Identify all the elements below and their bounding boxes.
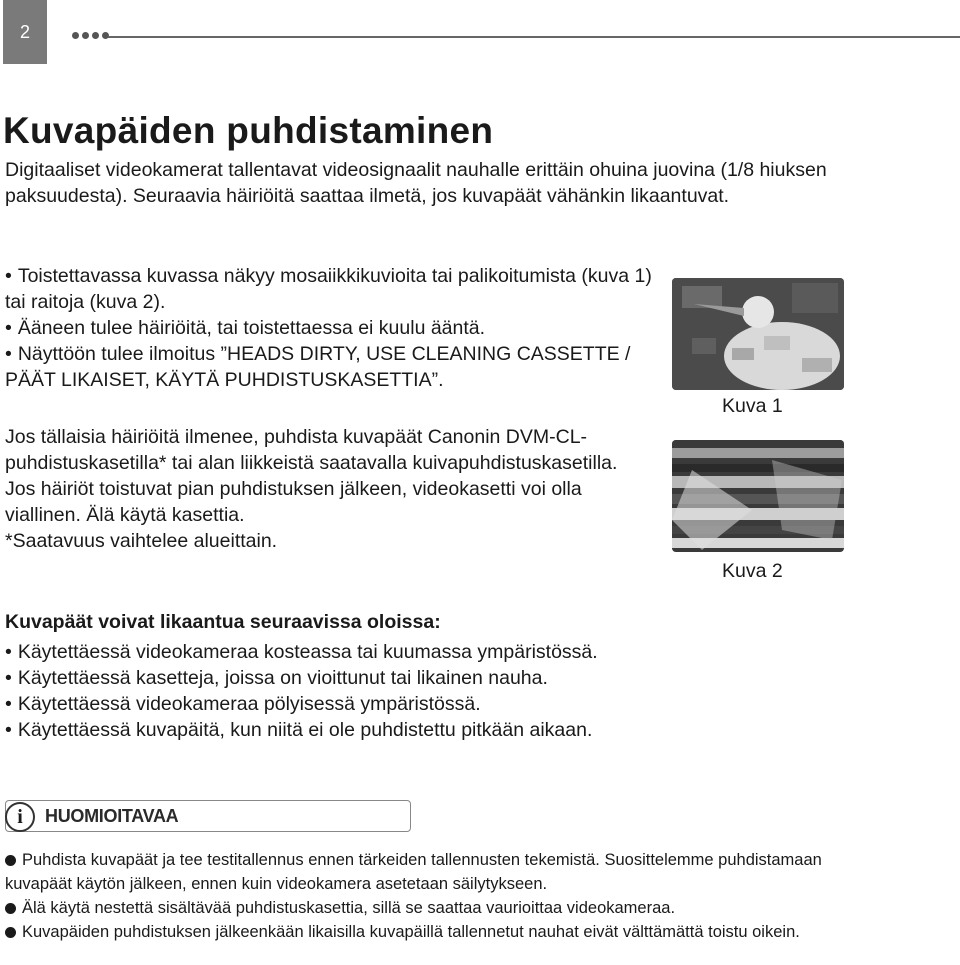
- list-item: • Ääneen tulee häiriöitä, tai toistettaessa ei kuulu ääntä.: [5, 317, 486, 339]
- symptom-list: [5, 263, 665, 393]
- advice-line: *Saatavuus vaihtelee alueittain.: [5, 530, 278, 552]
- header-dots: [72, 32, 109, 39]
- advice-line: Jos häiriöt toistuvat pian puhdistuksen jälkeen, videokasetti voi olla viallinen. Älä käytä kasettia.: [5, 478, 582, 526]
- list-item: • Käytettäessä videokameraa pölyisessä ympäristössä.: [5, 693, 481, 715]
- list-item: Kuvapäiden puhdistuksen jälkeenkään likaisilla kuvapäillä tallennetut nauhat eivät välttämättä toistu oikein.: [5, 920, 855, 944]
- conditions-heading: Kuvapäät voivat likaantua seuraavissa oloissa:: [5, 611, 441, 633]
- list-item: • Toistettavassa kuvassa näkyy mosaiikkikuvioita tai palikoitumista (kuva 1) tai raitoja (kuva 2).: [5, 265, 652, 313]
- list-item: Älä käytä nestettä sisältävää puhdistuskasettia, sillä se saattaa vaurioittaa videokameraa.: [5, 896, 855, 920]
- list-item: • Käytettäessä kasetteja, joissa on vioittunut tai likainen nauha.: [5, 667, 548, 689]
- advice-line: Jos tällaisia häiriöitä ilmenee, puhdista kuvapäät Canonin DVM-CL-puhdistuskasetilla* tai alan liikkeistä saatavalla kuivapuhdistuskasetilla.: [5, 426, 618, 474]
- intro-paragraph: Digitaaliset videokamerat tallentavat videosignaalit nauhalle erittäin ohuina juovina (1/8 hiuksen paksuudesta). Seuraavia häiriöitä saattaa ilmetä, jos kuvapäät vähänkin likaantuvat.: [5, 159, 827, 207]
- header-rule: [108, 36, 960, 38]
- figure-1-caption: Kuva 1: [722, 395, 783, 417]
- info-icon: i: [5, 802, 35, 832]
- advice-block: [5, 424, 655, 554]
- bullet-icon: [5, 903, 16, 914]
- figure-2-caption: Kuva 2: [722, 560, 783, 582]
- page-number-tab: [3, 0, 47, 64]
- page-number: 2: [19, 21, 30, 42]
- list-item: • Näyttöön tulee ilmoitus ”HEADS DIRTY, USE CLEANING CASSETTE / PÄÄT LIKAISET, KÄYTÄ PUHDISTUSKASETTIA”.: [5, 343, 631, 391]
- bullet-icon: [5, 927, 16, 938]
- note-header: [5, 800, 411, 832]
- figure-striped-bird-image: [672, 440, 844, 552]
- note-list: [5, 848, 855, 944]
- list-item: Puhdista kuvapäät ja tee testitallennus ennen tärkeiden tallennusten tekemistä. Suosittelemme puhdistamaan kuvapäät käytön jälkeen, ennen kuin videokamera asetetaan säilytykseen.: [5, 851, 822, 893]
- list-item: • Käytettäessä kuvapäitä, kun niitä ei ole puhdistettu pitkään aikaan.: [5, 719, 593, 741]
- bullet-icon: [5, 855, 16, 866]
- list-item: • Käytettäessä videokameraa kosteassa tai kuumassa ympäristössä.: [5, 641, 598, 663]
- figure-mosaic-bird-image: [672, 278, 844, 390]
- conditions-list: [5, 639, 905, 743]
- note-title: HUOMIOITAVAA: [45, 805, 179, 826]
- page-title: Kuvapäiden puhdistaminen: [3, 110, 494, 151]
